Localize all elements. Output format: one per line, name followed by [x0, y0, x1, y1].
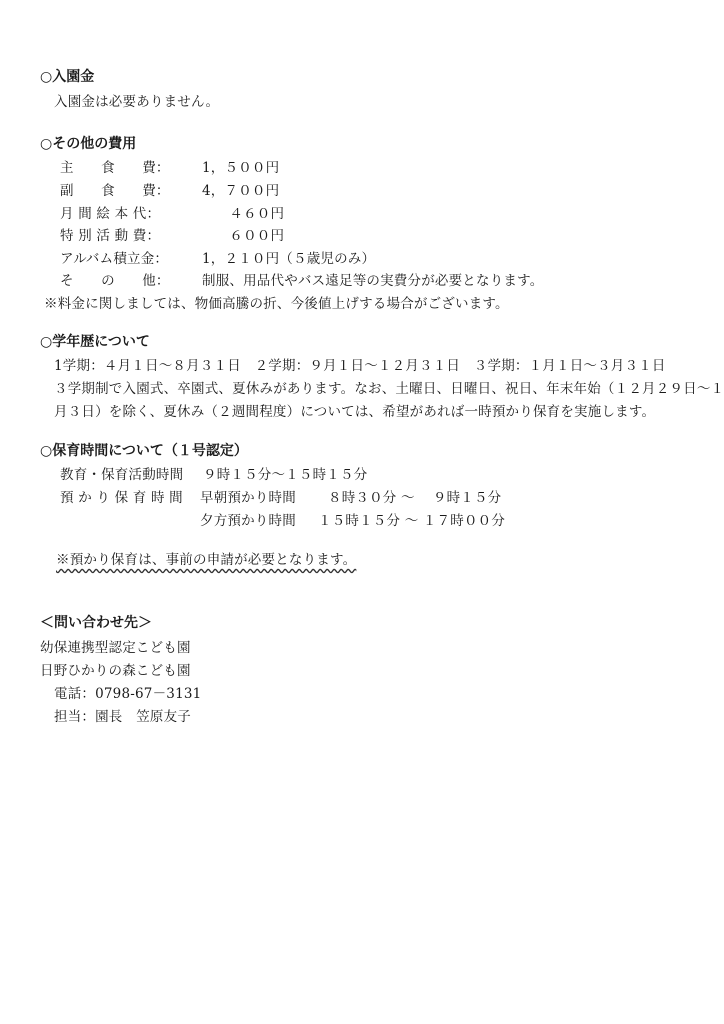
- other-fees-heading: ○その他の費用: [40, 136, 137, 152]
- fee-value: 1，５００円: [202, 160, 280, 176]
- fee-row-other: [60, 269, 543, 289]
- fee-label: そ の 他：: [60, 273, 170, 289]
- contact-phone: 電話：0798-67－3131: [54, 686, 202, 702]
- contact-org-type: 幼保連携型認定こども園: [40, 640, 191, 656]
- evening-care-label: 夕方預かり時間: [200, 513, 296, 529]
- morning-care-time: ８時３０分 ～ ９時１５分: [328, 490, 502, 506]
- fee-label: 月 間 絵 本 代：: [60, 206, 161, 222]
- school-calendar-text-1: ３学期制で入園式、卒園式、夏休みがあります。なお、土曜日、日曜日、祝日、年末年始（１２月２９日～１: [54, 381, 724, 397]
- fee-label: アルバム積立金：: [60, 251, 169, 267]
- extended-care-label: 預 か り 保 育 時 間: [60, 490, 183, 506]
- contact-org-name: 日野ひかりの森こども園: [40, 663, 191, 679]
- fee-row-picture-book: [60, 202, 284, 222]
- fee-row-main-meal: [60, 156, 279, 176]
- school-calendar-text-2: 月３日）を除く、夏休み（２週間程度）については、希望があれば一時預かり保育を実施します。: [54, 404, 656, 420]
- fee-row-special-activity: [60, 224, 284, 244]
- education-hours-time: ９時１５分～１５時１５分: [203, 467, 368, 483]
- fee-value: ４６０円: [202, 206, 285, 222]
- contact-heading: ＜問い合わせ先＞: [40, 615, 152, 631]
- fee-row-side-meal: [60, 179, 279, 199]
- fee-value: ６００円: [202, 228, 285, 244]
- school-calendar-terms: 1学期：４月１日～８月３１日 ２学期：９月１日～１２月３１日 ３学期：１月１日～３月３１日: [54, 358, 666, 374]
- contact-person: 担当：園長 笠原友子: [54, 709, 191, 725]
- entrance-fee-heading: ○入園金: [40, 69, 95, 85]
- fee-value: 1，２１０円（５歳児のみ）: [202, 251, 376, 267]
- entrance-fee-text: 入園金は必要ありません。: [54, 94, 220, 110]
- fee-note: ※料金に関しましては、物価高騰の折、今後値上げする場合がございます。: [44, 296, 509, 312]
- care-hours-heading: ○保育時間について（１号認定）: [40, 443, 248, 459]
- extended-care-note: ※預かり保育は、事前の申請が必要となります。: [56, 552, 357, 568]
- fee-label: 副 食 費：: [60, 183, 170, 199]
- fee-label: 主 食 費：: [60, 160, 170, 176]
- morning-care-label: 早朝預かり時間: [200, 490, 296, 506]
- school-calendar-heading: ○学年歴について: [40, 334, 150, 350]
- fee-value: 制服、用品代やバス遠足等の実費分が必要となります。: [202, 273, 544, 289]
- education-hours-label: 教育・保育活動時間: [60, 467, 184, 483]
- fee-value: 4，７００円: [202, 183, 280, 199]
- fee-row-album-savings: [60, 247, 375, 267]
- fee-label: 特 別 活 動 費：: [60, 228, 161, 244]
- evening-care-time: １５時１５分 ～ １７時００分: [318, 513, 506, 529]
